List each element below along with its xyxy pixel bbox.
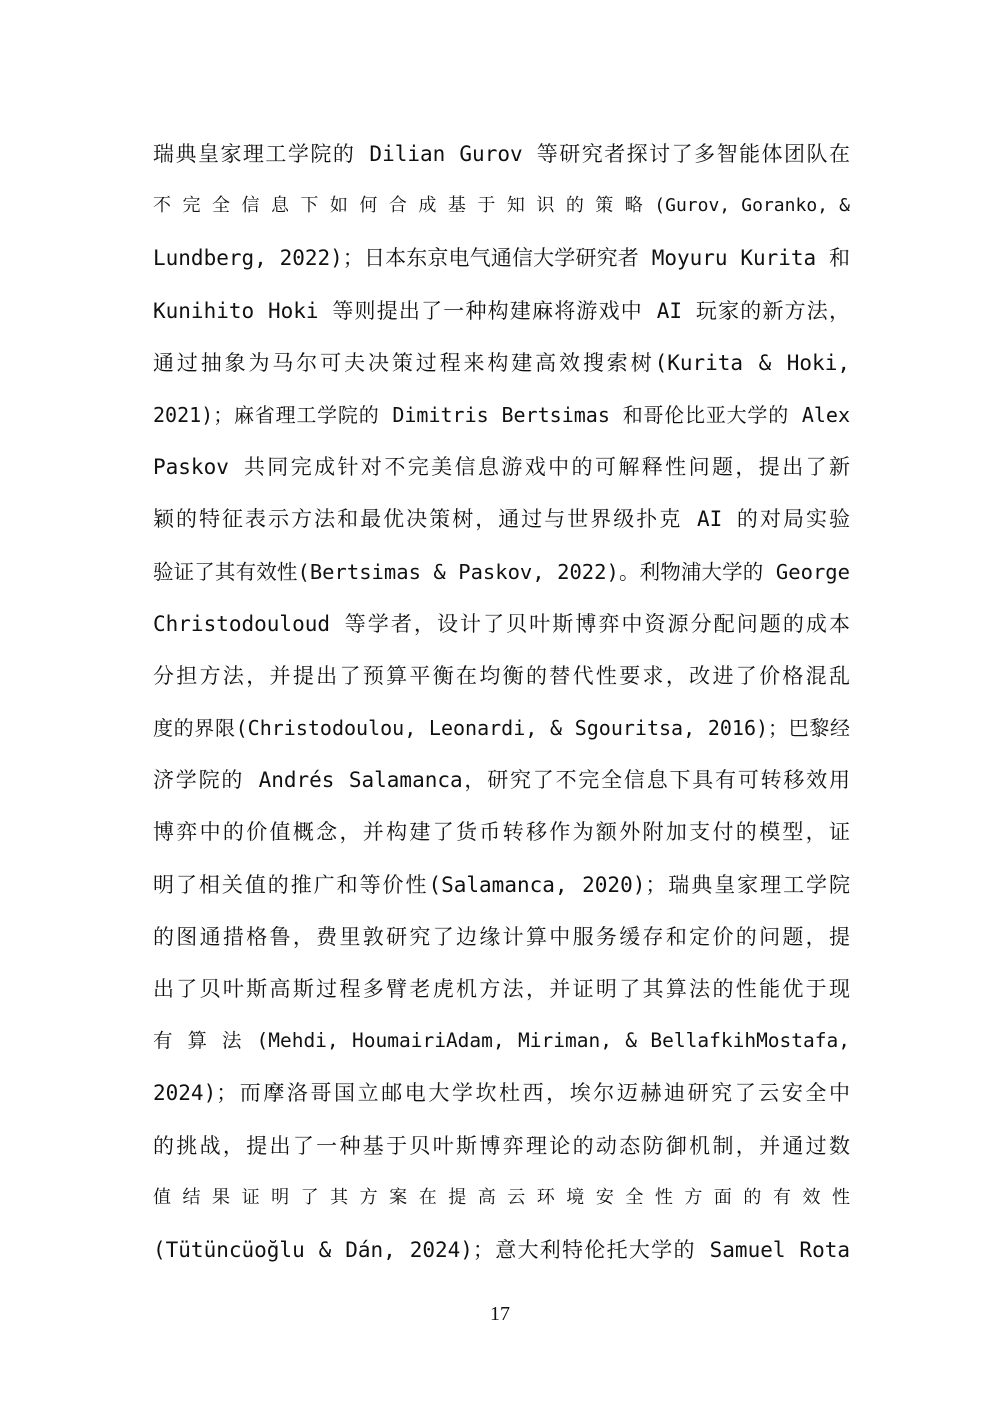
- text-line: 明了相关值的推广和等价性(Salamanca, 2020)；瑞典皇家理工学院: [153, 872, 850, 897]
- text-line: 有 算 法 (Mehdi, HoumairiAdam, Miriman, & BellafkihMostafa,: [153, 1029, 850, 1053]
- text-line: 出了贝叶斯高斯过程多臂老虎机方法，并证明了其算法的性能优于现: [153, 977, 850, 1001]
- text-line: Paskov 共同完成针对不完美信息游戏中的可解释性问题，提出了新: [153, 455, 850, 480]
- text-line: 颖的特征表示方法和最优决策树，通过与世界级扑克 AI 的对局实验: [153, 507, 850, 532]
- text-line: Kunihito Hoki 等则提出了一种构建麻将游戏中 AI 玩家的新方法，: [153, 298, 850, 323]
- text-line: 不 完 全 信 息 下 如 何 合 成 基 于 知 识 的 策 略 (Gurov, Goranko, &: [153, 195, 850, 217]
- text-line: 的图通措格鲁，费里敦研究了边缘计算中服务缓存和定价的问题，提: [153, 924, 850, 949]
- page-number: 17: [490, 1303, 510, 1325]
- text-line: 的挑战，提出了一种基于贝叶斯博弈理论的动态防御机制，并通过数: [153, 1133, 850, 1158]
- text-line: 分担方法，并提出了预算平衡在均衡的替代性要求，改进了价格混乱: [153, 663, 850, 688]
- text-line: 通过抽象为马尔可夫决策过程来构建高效搜索树(Kurita & Hoki,: [153, 350, 850, 375]
- text-line: Lundberg, 2022)；日本东京电气通信大学研究者 Moyuru Kurita 和: [153, 246, 850, 271]
- text-line: 度的界限(Christodoulou, Leonardi, & Sgouritsa, 2016)；巴黎经: [153, 716, 850, 741]
- text-line: (Tütüncüoğlu & Dán, 2024)；意大利特伦托大学的 Samuel Rota: [153, 1237, 850, 1262]
- text-line: 博弈中的价值概念，并构建了货币转移作为额外附加支付的模型，证: [153, 820, 850, 845]
- text-line: Christodouloud 等学者，设计了贝叶斯博弈中资源分配问题的成本: [153, 611, 850, 636]
- body-paragraph: [153, 128, 850, 1276]
- text-line: 2021)；麻省理工学院的 Dimitris Bertsimas 和哥伦比亚大学的 Alex: [153, 402, 850, 427]
- text-line: 济学院的 Andrés Salamanca，研究了不完全信息下具有可转移效用: [153, 768, 850, 793]
- text-line: 值 结 果 证 明 了 其 方 案 在 提 高 云 环 境 安 全 性 方 面 的 有 效 性: [153, 1186, 850, 1208]
- text-line: 2024)；而摩洛哥国立邮电大学坎杜西，埃尔迈赫迪研究了云安全中: [153, 1081, 850, 1106]
- text-line: 瑞典皇家理工学院的 Dilian Gurov 等研究者探讨了多智能体团队在: [153, 142, 850, 166]
- text-line: 验证了其有效性(Bertsimas & Paskov, 2022)。利物浦大学的 George: [153, 559, 850, 584]
